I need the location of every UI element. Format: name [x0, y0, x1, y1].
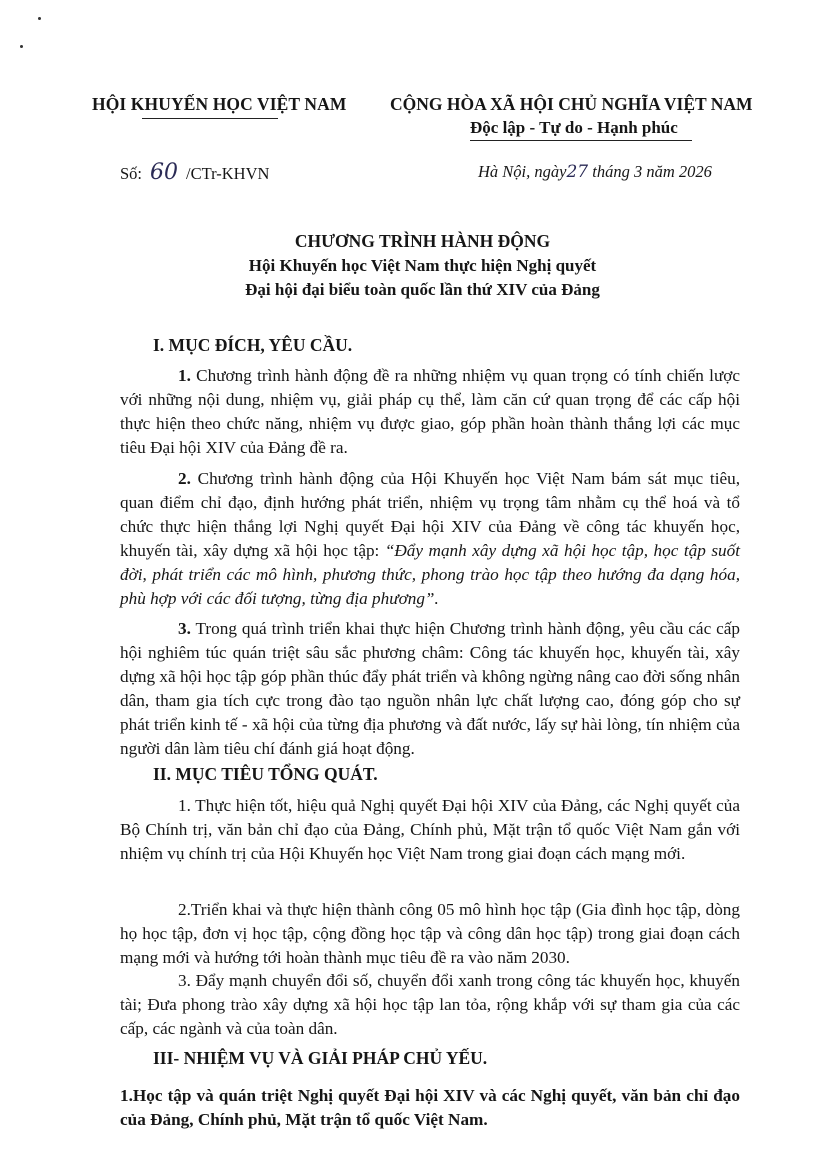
scan-speck — [38, 17, 41, 20]
section-3-paragraph-1: 1.Học tập và quán triệt Nghị quyết Đại hội XIV và các Nghị quyết, văn bản chỉ đạo của Đảng, Chính phủ, Mặt trận tổ quốc Việt Nam. — [120, 1086, 740, 1129]
organization-name: HỘI KHUYẾN HỌC VIỆT NAM — [92, 94, 347, 114]
doc-number-prefix: Số: — [120, 164, 143, 183]
document-number — [120, 160, 269, 185]
scan-speck — [20, 45, 23, 48]
document-subtitle-1: Hội Khuyến học Việt Nam thực hiện Nghị quyết — [248, 256, 597, 275]
section-1-paragraph-1: 1. Chương trình hành động đề ra những nhiệm vụ quan trọng có tính chiến lược với những nội dung, nhiệm vụ, giải pháp cụ thể, làm căn cứ quan trọng để các cấp hội thực hiện theo chức năng, nhiệm vụ được giao, góp phần hoàn thành thắng lợi các mục tiêu Đại hội XIV của Đảng đề ra. — [120, 366, 740, 457]
section-1-paragraph-2: 2. Chương trình hành động của Hội Khuyến học Việt Nam bám sát mục tiêu, quan điểm chỉ đạo, định hướng phát triển, nhiệm vụ trọng tâm nhằm cụ thể hoá và tổ chức thực hiện thắng lợi Nghị quyết Đại hội XIV của Đảng về công tác khuyến học, khuyến tài, xây dựng xã hội học tập: “Đẩy mạnh xây dựng xã hội học tập, học tập suốt đời, phát triển các mô hình, phương thức, phong trào học tập theo hướng đa dạng hóa, phù hợp với các đối tượng, từng địa phương”. — [120, 469, 740, 608]
section-1-heading: I. MỤC ĐÍCH, YÊU CẦU. — [153, 335, 353, 355]
place-date-prefix: Hà Nội, ngày — [478, 162, 567, 181]
section-1-quote: “Đẩy mạnh xây dựng xã hội học tập, học tập suốt đời, phát triển các mô hình, phương thức, phong trào học tập theo hướng đa dạng hóa, phù hợp với các đối tượng, từng địa phương”. — [120, 541, 740, 608]
section-1-paragraph-3: 3. Trong quá trình triển khai thực hiện Chương trình hành động, yêu cầu các cấp hội nghiêm túc quán triệt sâu sắc phương châm: Công tác khuyến học, khuyến tài, xây dựng xã hội học tập góp phần thúc đẩy phát triển và không ngừng nâng cao đời sống nhân dân, tham gia tích cực trong đào tạo nguồn nhân lực chất lượng cao, đóng góp cho sự phát triển kinh tế - xã hội của từng địa phương và đất nước, lấy sự hài lòng, tín nhiệm của người dân làm tiêu chí đánh giá hoạt động. — [120, 619, 740, 758]
place-and-date — [478, 162, 712, 182]
organization-underline — [142, 118, 278, 119]
doc-number-suffix: /CTr-KHVN — [186, 164, 270, 183]
section-2-heading: II. MỤC TIÊU TỔNG QUÁT. — [153, 764, 378, 784]
place-date-suffix: tháng 3 năm 2026 — [592, 162, 712, 181]
section-3-heading: III- NHIỆM VỤ VÀ GIẢI PHÁP CHỦ YẾU. — [153, 1048, 488, 1068]
section-2-paragraph-3: 3. Đẩy mạnh chuyển đổi số, chuyển đổi xanh trong công tác khuyến học, khuyến tài; Đưa phong trào xây dựng xã hội học tập lan tỏa, rộng khắp với sự tham gia của các cấp, các ngành và của toàn dân. — [120, 971, 740, 1038]
document-title: CHƯƠNG TRÌNH HÀNH ĐỘNG — [294, 231, 551, 251]
motto-underline — [470, 140, 692, 141]
day-handwritten: 27 — [566, 162, 589, 182]
doc-number-handwritten: 60 — [150, 160, 179, 185]
section-2-paragraph-2: 2.Triển khai và thực hiện thành công 05 mô hình học tập (Gia đình học tập, dòng họ học tập, đơn vị học tập, cộng đồng học tập và công dân học tập) trong giai đoạn cách mạng mới và hướng tới hoàn thành mục tiêu đề ra vào năm 2030. — [120, 900, 740, 967]
section-2-paragraph-1: 1. Thực hiện tốt, hiệu quả Nghị quyết Đại hội XIV của Đảng, các Nghị quyết của Bộ Chính trị, văn bản chỉ đạo của Đảng, Chính phủ, Mặt trận tổ quốc Việt Nam gắn với nhiệm vụ chính trị của Hội Khuyến học Việt Nam trong giai đoạn cách mạng mới. — [120, 796, 740, 863]
nation-name: CỘNG HÒA XÃ HỘI CHỦ NGHĨA VIỆT NAM — [390, 94, 753, 114]
document-subtitle-2: Đại hội đại biểu toàn quốc lần thứ XIV của Đảng — [245, 280, 600, 299]
national-motto: Độc lập - Tự do - Hạnh phúc — [470, 118, 678, 137]
